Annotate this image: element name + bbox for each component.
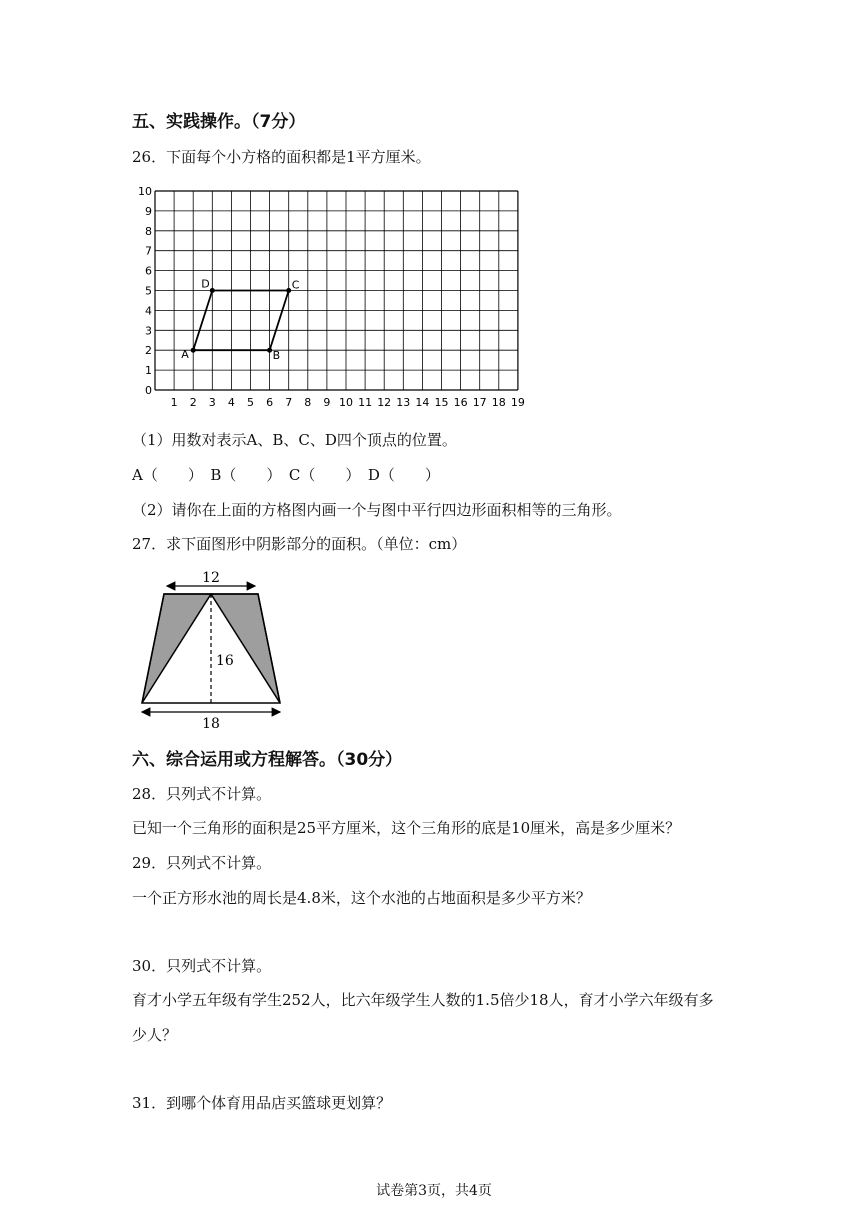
trapezoid-figure: [134, 566, 294, 736]
question-28-label: 28．只列式不计算。: [132, 785, 272, 803]
y-tick-label: 10: [138, 185, 152, 198]
y-tick-label: 6: [145, 264, 152, 278]
y-tick-label: 1: [145, 364, 152, 378]
x-tick-label: 16: [453, 396, 468, 409]
x-tick-label: 17: [472, 396, 487, 409]
x-tick-label: 19: [510, 396, 525, 409]
sub-question-1: （1）用数对表示A、B、C、D四个顶点的位置。: [132, 431, 457, 449]
height-label: 16: [216, 653, 234, 669]
x-tick-label: 3: [208, 396, 216, 409]
x-tick-label: 5: [247, 396, 254, 409]
vertex-label: C: [291, 278, 300, 292]
x-tick-label: 11: [358, 396, 373, 409]
question-30-line1: 育才小学五年级有学生252人，比六年级学生人数的1.5倍少18人，育才小学六年级有多: [132, 991, 714, 1009]
page-footer: 试卷第3页，共4页: [376, 1183, 492, 1199]
parallelogram-outline: [193, 291, 289, 351]
question-29-label: 29．只列式不计算。: [132, 854, 272, 872]
x-tick-label: 10: [339, 396, 353, 409]
x-tick-label: 13: [396, 396, 411, 409]
bottom-length-label: 18: [202, 716, 220, 732]
y-tick-label: 7: [145, 244, 152, 258]
answer-blanks: A（ ） B（ ） C（ ） D（ ）: [132, 466, 440, 484]
question-30-line2: 少人？: [132, 1026, 178, 1044]
y-tick-label: 2: [145, 344, 152, 358]
grid-lines: [155, 191, 518, 390]
vertex-point: [267, 348, 272, 353]
x-tick-label: 6: [266, 396, 274, 409]
y-tick-label: 4: [145, 304, 152, 318]
x-tick-label: 8: [304, 396, 312, 409]
y-tick-label: 9: [145, 204, 152, 218]
x-tick-label: 9: [323, 396, 331, 409]
y-tick-label: 3: [145, 324, 152, 338]
vertex-point: [286, 288, 291, 293]
top-length-label: 12: [202, 570, 220, 586]
x-tick-label: 1: [170, 396, 178, 409]
x-tick-label: 2: [189, 396, 197, 409]
x-tick-label: 18: [491, 396, 506, 409]
x-tick-label: 7: [285, 396, 293, 409]
grid-figure: [130, 184, 530, 410]
x-tick-label: 14: [415, 396, 430, 409]
sub-question-2: （2）请你在上面的方格图内画一个与图中平行四边形面积相等的三角形。: [132, 501, 622, 519]
x-tick-label: 15: [434, 396, 449, 409]
x-tick-label: 4: [227, 396, 235, 409]
grid-labels: [138, 185, 525, 409]
section-title-6: 六、综合运用或方程解答。（30分）: [132, 750, 403, 770]
question-30-label: 30．只列式不计算。: [132, 957, 272, 975]
y-tick-label: 8: [145, 224, 152, 238]
question-26: 26．下面每个小方格的面积都是1平方厘米。: [132, 148, 431, 166]
vertex-label: B: [272, 349, 281, 363]
question-29: 一个正方形水池的周长是4.8米，这个水池的占地面积是多少平方米？: [132, 889, 591, 907]
question-28: 已知一个三角形的面积是25平方厘米，这个三角形的底是10厘米，高是多少厘米？: [132, 819, 681, 837]
question-31: 31．到哪个体育用品店买篮球更划算？: [132, 1094, 392, 1112]
question-27: 27．求下面图形中阴影部分的面积。（单位：cm）: [132, 535, 467, 553]
vertex-point: [210, 288, 215, 293]
y-tick-label: 0: [145, 384, 152, 397]
vertex-label: D: [201, 277, 210, 291]
vertex-label: A: [181, 348, 189, 362]
x-tick-label: 12: [377, 396, 392, 409]
y-tick-label: 5: [145, 284, 152, 298]
vertex-point: [191, 348, 196, 353]
section-title-5: 五、实践操作。（7分）: [132, 112, 306, 132]
